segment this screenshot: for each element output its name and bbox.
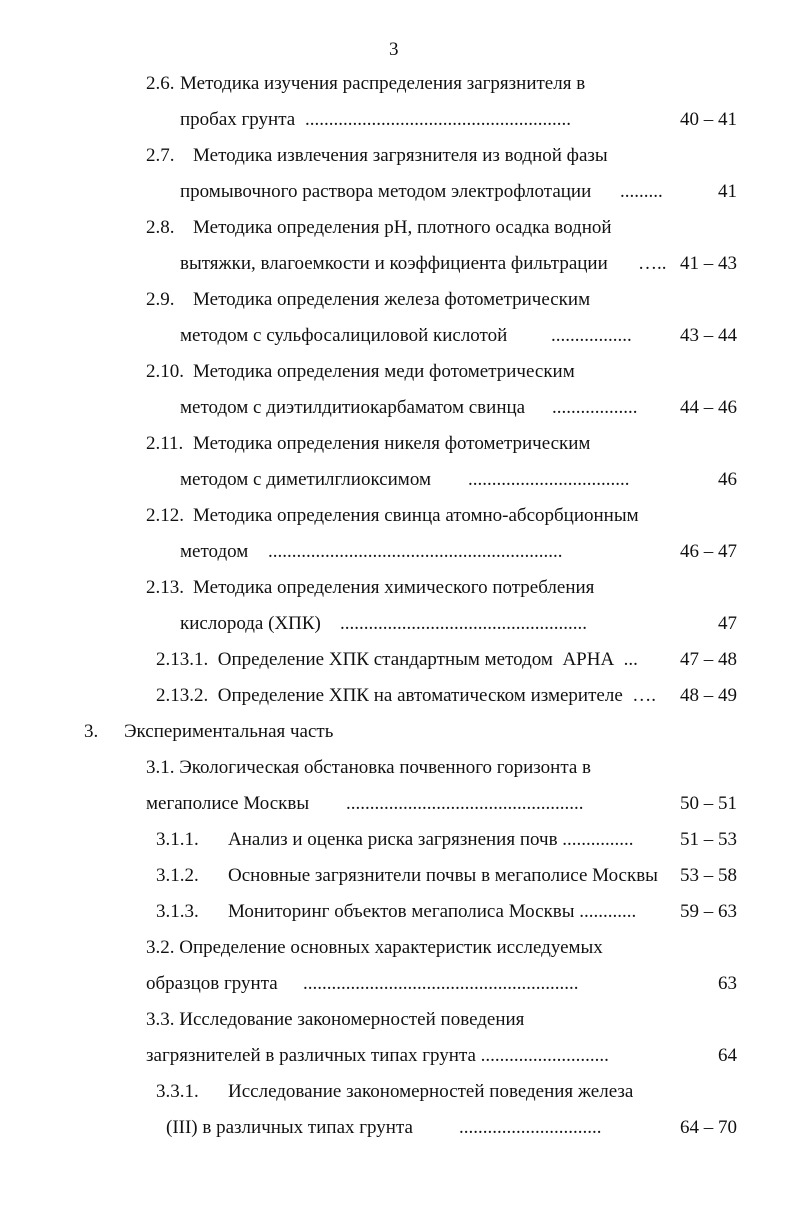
toc-2-10-title: Методика определения меди фотометрическим xyxy=(193,361,575,382)
toc-3-1-title: 3.1. Экологическая обстановка почвенного горизонта в xyxy=(146,757,592,778)
toc-2-11-pages: 46 xyxy=(718,469,737,490)
toc-2-7-title: Методика извлечения загрязнителя из водной фазы xyxy=(193,145,608,166)
toc-3-1-pages: 50 – 51 xyxy=(680,793,737,814)
toc-3-3-1-number: 3.3.1. xyxy=(156,1081,199,1102)
toc-2-13-1-title: 2.13.1. Определение ХПК стандартным методом АРНА ... xyxy=(156,649,638,670)
toc-2-13-number: 2.13. xyxy=(146,577,184,598)
toc-2-10-pages: 44 – 46 xyxy=(680,397,737,418)
toc-3-1-3-number: 3.1.3. xyxy=(156,901,199,922)
toc-3-1-2-pages: 53 – 58 xyxy=(680,865,737,886)
toc-3-1-1-pages: 51 – 53 xyxy=(680,829,737,850)
toc-2-13-2-pages: 48 – 49 xyxy=(680,685,737,706)
toc-2-10-number: 2.10. xyxy=(146,361,184,382)
toc-3-3-title: 3.3. Исследование закономерностей поведения xyxy=(146,1009,525,1030)
toc-2-7-number: 2.7. xyxy=(146,145,175,166)
toc-2-11-title: Методика определения никеля фотометрическим xyxy=(193,433,591,454)
page-number: 3 xyxy=(389,39,399,60)
toc-3-1-2-title: Основные загрязнители почвы в мегаполисе Москвы xyxy=(228,865,658,886)
toc-2-9-pages: 43 – 44 xyxy=(680,325,737,346)
toc-2-9-number: 2.9. xyxy=(146,289,175,310)
toc-2-8-title-cont: вытяжки, влагоемкости и коэффициента фильтрации xyxy=(180,253,608,274)
toc-2-12-number: 2.12. xyxy=(146,505,184,526)
toc-3-1-2-number: 3.1.2. xyxy=(156,865,199,886)
toc-2-7-title-cont: промывочного раствора методом электрофлотации xyxy=(180,181,592,202)
toc-2-8-dots: ….. xyxy=(638,253,667,274)
toc-2-8-title: Методика определения рН, плотного осадка водной xyxy=(193,217,612,238)
toc-2-6-title: Методика изучения распределения загрязнителя в xyxy=(180,73,586,94)
toc-3-3-1-title: Исследование закономерностей поведения железа xyxy=(228,1081,634,1102)
toc-3-2-title: 3.2. Определение основных характеристик исследуемых xyxy=(146,937,603,958)
toc-2-7-dots: ......... xyxy=(620,181,663,202)
toc-3-1-1-number: 3.1.1. xyxy=(156,829,199,850)
toc-2-12-title: Методика определения свинца атомно-абсорбционным xyxy=(193,505,639,526)
toc-3-2-dots: .......................................................... xyxy=(303,973,579,994)
toc-3-1-title-cont: мегаполисе Москвы xyxy=(146,793,310,814)
toc-3-1-dots: .................................................. xyxy=(346,793,584,814)
toc-2-13-2-title: 2.13.2. Определение ХПК на автоматическом измерителе …. xyxy=(156,685,657,706)
toc-2-13-1-pages: 47 – 48 xyxy=(680,649,737,670)
toc-2-9-title-cont: методом с сульфосалициловой кислотой xyxy=(180,325,508,346)
toc-3-3-1-title-cont: (III) в различных типах грунта xyxy=(166,1117,413,1138)
toc-2-12-pages: 46 – 47 xyxy=(680,541,737,562)
toc-2-12-dots: .............................................................. xyxy=(268,541,563,562)
toc-2-9-title: Методика определения железа фотометрическим xyxy=(193,289,591,310)
toc-2-11-number: 2.11. xyxy=(146,433,184,454)
toc-2-6-title-cont: пробах грунта xyxy=(180,109,296,130)
toc-2-10-title-cont: методом с диэтилдитиокарбаматом свинца xyxy=(180,397,526,418)
toc-3-title: Экспериментальная часть xyxy=(124,721,334,742)
toc-3-1-3-title: Мониторинг объектов мегаполиса Москвы ............ xyxy=(228,901,637,922)
toc-2-12-title-cont: методом xyxy=(180,541,249,562)
toc-3-3-1-dots: .............................. xyxy=(459,1117,602,1138)
toc-3-2-title-cont: образцов грунта xyxy=(146,973,278,994)
toc-3-number: 3. xyxy=(84,721,99,742)
toc-2-11-title-cont: методом с диметилглиоксимом xyxy=(180,469,431,490)
toc-2-13-pages: 47 xyxy=(718,613,737,634)
toc-2-13-title: Методика определения химического потребления xyxy=(193,577,595,598)
toc-2-9-dots: ................. xyxy=(551,325,632,346)
toc-3-3-pages: 64 xyxy=(718,1045,737,1066)
toc-3-1-3-pages: 59 – 63 xyxy=(680,901,737,922)
toc-2-7-pages: 41 xyxy=(718,181,737,202)
toc-2-13-title-cont: кислорода (ХПК) xyxy=(180,613,321,634)
toc-2-6-pages: 40 – 41 xyxy=(680,109,737,130)
toc-3-1-1-title: Анализ и оценка риска загрязнения почв ............... xyxy=(228,829,634,850)
toc-3-2-pages: 63 xyxy=(718,973,737,994)
toc-3-3-title-cont: загрязнителей в различных типах грунта ........................... xyxy=(146,1045,609,1066)
toc-2-6-dots: ........................................................ xyxy=(305,109,571,130)
toc-2-13-dots: .................................................... xyxy=(340,613,587,634)
toc-2-11-dots: .................................. xyxy=(468,469,630,490)
toc-3-3-1-pages: 64 – 70 xyxy=(680,1117,737,1138)
toc-2-6-number: 2.6. xyxy=(146,73,175,94)
toc-2-8-pages: 41 – 43 xyxy=(680,253,737,274)
toc-2-10-dots: .................. xyxy=(552,397,638,418)
toc-2-8-number: 2.8. xyxy=(146,217,175,238)
